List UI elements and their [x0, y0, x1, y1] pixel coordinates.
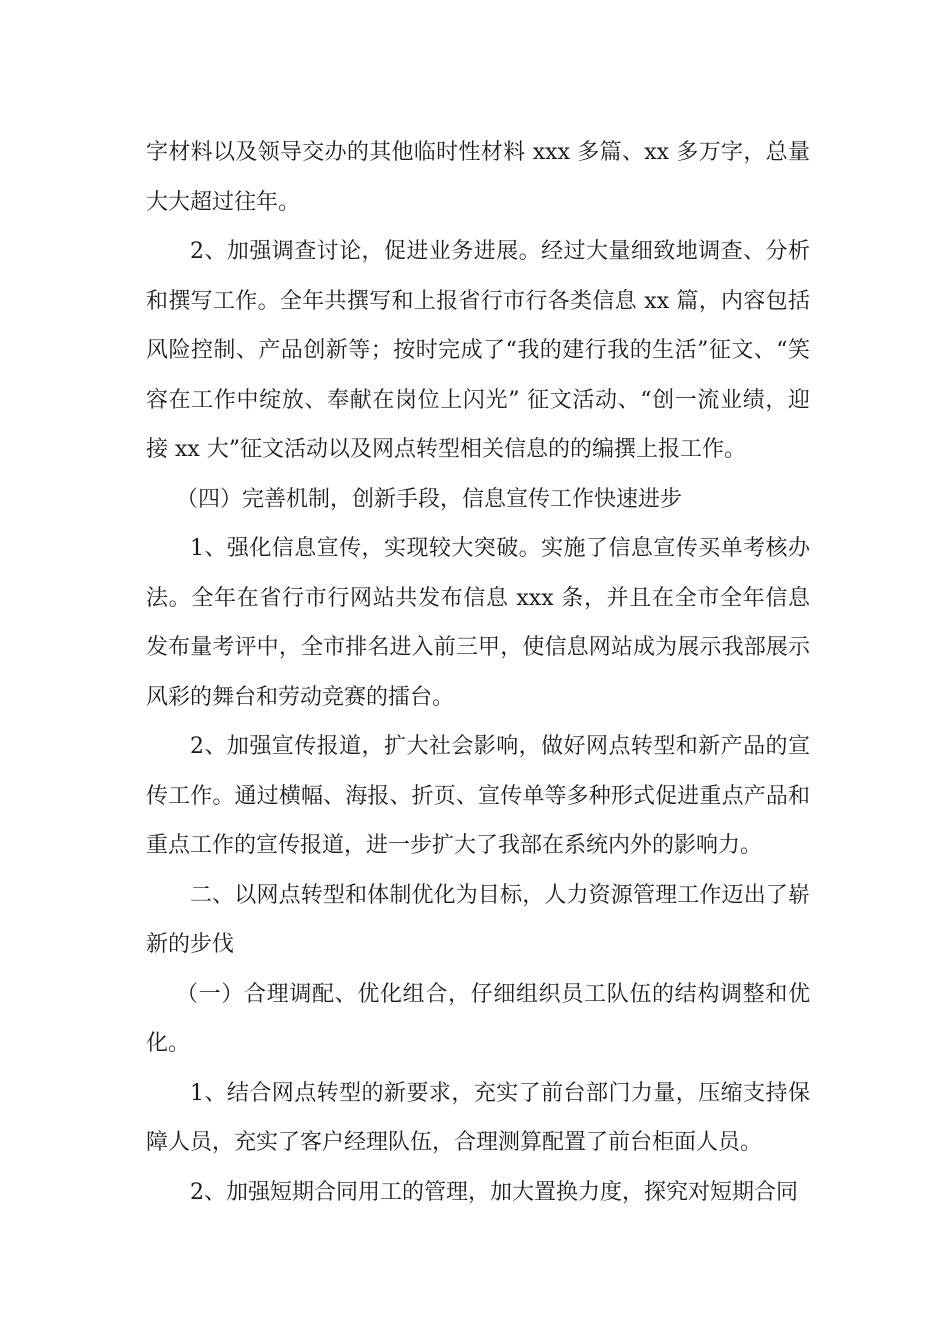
paragraph-research: 2、加强调查讨论，促进业务进展。经过大量细致地调查、分析和撰写工作。全年共撰写和上报省行市行各类信息 xx 篇，内容包括风险控制、产品创新等；按时完成了“我的建行我的生活”征文、“笑容在工作中绽放、奉献在岗位上闪光” 征文活动、“创一流业绩，迎接 xx 大”征文活动以及网点转型相关信息的的编撰上报工作。	[146, 239, 810, 462]
section-heading-two: 二、以网点转型和体制优化为目标，人力资源管理工作迈出了崭新的步伐	[146, 882, 810, 957]
paragraph-short-term-contracts: 2、加强短期合同用工的管理，加大置换力度，探究对短期合同	[190, 1179, 798, 1205]
subsection-heading-one: （一）合理调配、优化组合，仔细组织员工队伍的结构调整和优化。	[146, 981, 810, 1056]
section-heading-four: （四）完善机制，创新手段，信息宣传工作快速进步	[176, 486, 683, 512]
document-body	[146, 128, 810, 1217]
paragraph-info-publicity: 1、强化信息宣传，实现较大突破。实施了信息宣传买单考核办法。全年在省行市行网站共发布信息 xxx 条，并且在全市全年信息发布量考评中，全市排名进入前三甲，使信息网站成为展示我部展示风彩的舞台和劳动竞赛的擂台。	[146, 536, 810, 710]
paragraph-continuation: 字材料以及领导交办的其他临时性材料 xxx 多篇、xx 多万字，总量大大超过往年。	[146, 140, 810, 215]
paragraph-frontline-staffing: 1、结合网点转型的新要求，充实了前台部门力量，压缩支持保障人员，充实了客户经理队伍，合理测算配置了前台柜面人员。	[146, 1080, 810, 1155]
paragraph-publicity-reporting: 2、加强宣传报道，扩大社会影响，做好网点转型和新产品的宣传工作。通过横幅、海报、折页、宣传单等多种形式促进重点产品和重点工作的宣传报道，进一步扩大了我部在系统内外的影响力。	[146, 734, 810, 858]
